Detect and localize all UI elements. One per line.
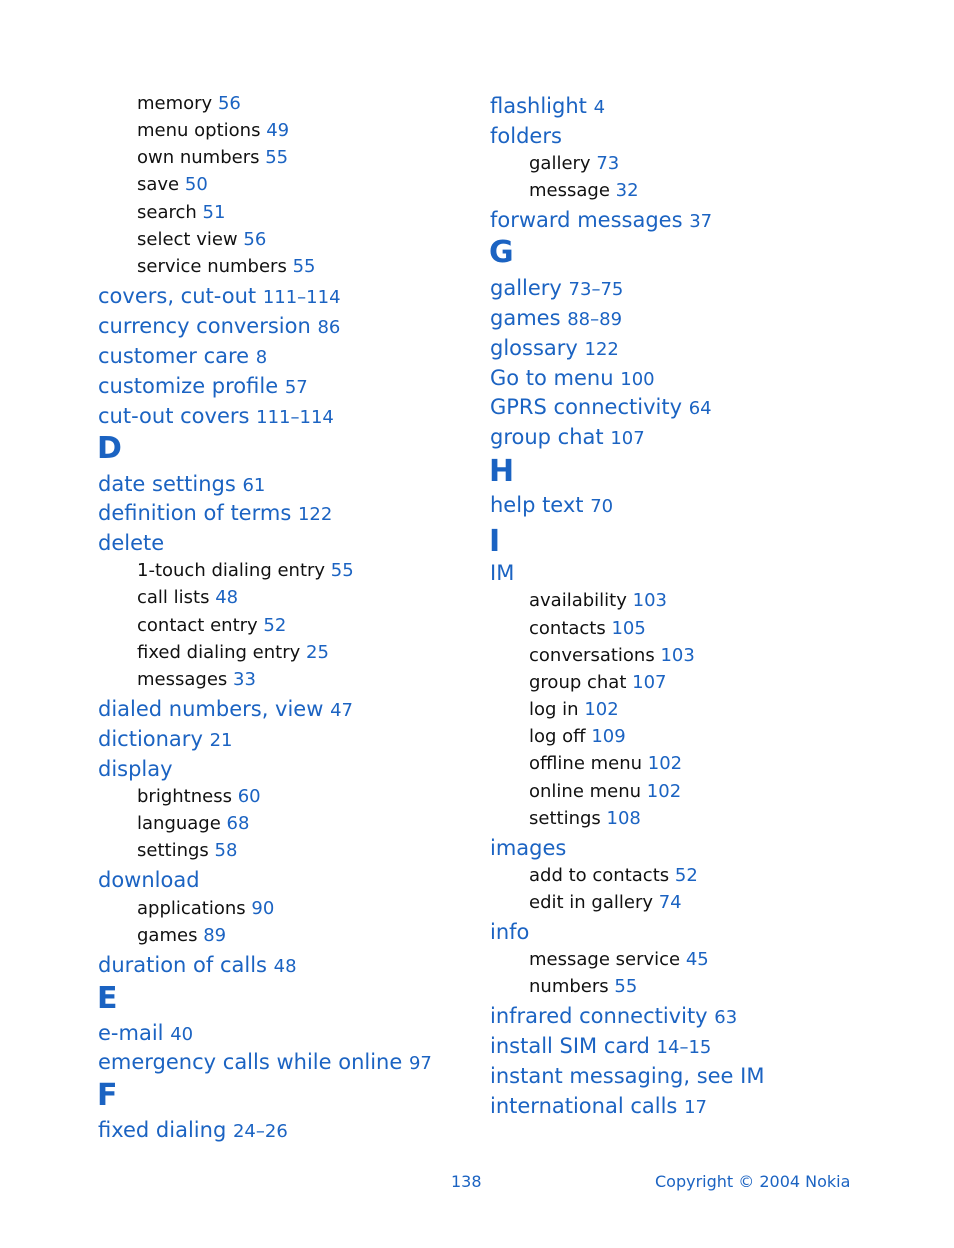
index-page-ref[interactable]: 60	[237, 786, 261, 807]
index-subentry	[137, 617, 286, 635]
index-subentry	[137, 589, 238, 607]
index-entry	[98, 474, 265, 495]
index-term: customize profile	[98, 374, 279, 398]
index-subentry	[137, 149, 288, 167]
index-entry	[98, 1052, 432, 1073]
index-page-ref[interactable]: 57	[284, 377, 308, 398]
copyright-notice: Copyright © 2004 Nokia	[655, 1172, 851, 1191]
index-subentry	[529, 783, 681, 801]
index-entry	[490, 96, 605, 117]
index-entry	[490, 922, 529, 943]
index-page-ref[interactable]: 40	[170, 1024, 194, 1045]
page-number: 138	[451, 1172, 482, 1191]
index-page-ref[interactable]: 55	[292, 256, 316, 277]
index-subentry	[137, 562, 354, 580]
index-term: settings	[137, 840, 209, 861]
index-page-ref[interactable]: 88–89	[567, 309, 623, 330]
index-entry	[98, 1023, 193, 1044]
index-entry	[490, 495, 613, 516]
index-term: add to contacts	[529, 865, 670, 886]
index-term: applications	[137, 898, 246, 919]
index-term: H	[489, 454, 515, 489]
index-term: D	[97, 431, 122, 466]
index-term: install SIM card	[490, 1034, 650, 1058]
index-page-ref[interactable]: 52	[263, 615, 287, 636]
index-term: call lists	[137, 587, 210, 608]
index-entry	[490, 427, 645, 448]
index-page-ref[interactable]: 64	[688, 398, 712, 419]
index-term: date settings	[98, 472, 236, 496]
index-page-ref[interactable]: 48	[215, 587, 239, 608]
index-section-letter	[489, 454, 515, 489]
index-term: conversations	[529, 645, 655, 666]
index-page-ref[interactable]: 8	[255, 347, 268, 368]
index-page-ref[interactable]: 102	[646, 781, 682, 802]
index-subentry	[137, 815, 249, 833]
index-term: numbers	[529, 976, 609, 997]
index-page-ref[interactable]: 4	[593, 97, 606, 118]
index-term: emergency calls while online	[98, 1050, 403, 1074]
index-entry	[490, 1006, 737, 1027]
index-term: service numbers	[137, 256, 287, 277]
index-term: fixed dialing entry	[137, 642, 301, 663]
index-term: help text	[490, 493, 584, 517]
index-subentry	[137, 842, 237, 860]
index-page-ref[interactable]: 68	[226, 813, 250, 834]
index-subentry	[529, 701, 619, 719]
index-term: log off	[529, 726, 586, 747]
index-subentry	[137, 644, 329, 662]
index-page-ref[interactable]: 49	[266, 120, 290, 141]
index-entry	[98, 759, 173, 780]
index-entry	[98, 699, 353, 720]
index-subentry	[529, 978, 637, 996]
index-term: definition of terms	[98, 501, 292, 525]
index-entry	[490, 1066, 764, 1087]
index-term: flashlight	[490, 94, 587, 118]
index-term: edit in gallery	[529, 892, 653, 913]
index-term: select view	[137, 229, 238, 250]
index-entry	[98, 955, 297, 976]
index-entry	[490, 126, 562, 147]
index-term: contact entry	[137, 615, 258, 636]
index-term: availability	[529, 590, 627, 611]
index-term: E	[97, 981, 118, 1016]
index-entry	[490, 278, 623, 299]
index-term: message	[529, 180, 610, 201]
index-term: dialed numbers, view	[98, 697, 324, 721]
index-subentry	[529, 867, 698, 885]
index-subentry	[529, 674, 667, 692]
index-subentry	[137, 176, 208, 194]
index-section-letter	[97, 981, 118, 1016]
index-section-letter	[489, 524, 501, 559]
index-term: G	[489, 235, 514, 270]
index-page-ref[interactable]: 45	[685, 949, 709, 970]
index-term: cut-out covers	[98, 404, 250, 428]
index-page-ref[interactable]: 25	[306, 642, 329, 663]
index-subentry	[137, 788, 261, 806]
index-term: forward messages	[490, 208, 683, 232]
index-page-ref[interactable]: 63	[714, 1007, 738, 1028]
index-entry	[490, 368, 655, 389]
index-page-ref[interactable]: 105	[611, 618, 646, 639]
index-term: info	[490, 920, 530, 944]
index-entry	[98, 729, 232, 750]
index-term: currency conversion	[98, 314, 311, 338]
index-term: delete	[98, 531, 165, 555]
index-entry	[98, 1120, 288, 1141]
index-page-ref[interactable]: 86	[317, 317, 341, 338]
index-page-ref[interactable]: 24–26	[232, 1121, 288, 1142]
index-term: settings	[529, 808, 601, 829]
index-section-letter	[489, 235, 514, 270]
index-page-ref[interactable]: 55	[265, 147, 289, 168]
index-entry	[98, 406, 334, 427]
index-term: games	[490, 306, 561, 330]
index-page-ref[interactable]: 102	[584, 699, 619, 720]
index-subentry	[137, 231, 266, 249]
index-subentry	[137, 927, 226, 945]
index-entry	[490, 308, 622, 329]
index-term: duration of calls	[98, 953, 267, 977]
index-page-ref[interactable]: 89	[203, 925, 227, 946]
index-term: message service	[529, 949, 681, 970]
index-page-ref[interactable]: 70	[590, 496, 614, 517]
index-page-ref[interactable]: 103	[660, 645, 695, 666]
index-subentry	[137, 900, 274, 918]
index-term: instant messaging, see IM	[490, 1064, 765, 1088]
index-subentry	[529, 810, 641, 828]
index-entry	[490, 1096, 707, 1117]
index-page-ref[interactable]: 55	[614, 976, 638, 997]
index-term: images	[490, 836, 567, 860]
index-term: messages	[137, 669, 228, 690]
index-term: download	[98, 868, 200, 892]
index-term: games	[137, 925, 198, 946]
index-page-ref[interactable]: 55	[330, 560, 354, 581]
index-page-ref[interactable]: 56	[243, 229, 267, 250]
index-term: display	[98, 757, 173, 781]
index-page-ref[interactable]: 51	[202, 202, 226, 223]
index-subentry	[529, 182, 639, 200]
index-subentry	[529, 647, 695, 665]
index-subentry	[137, 258, 315, 276]
index-page-ref[interactable]: 122	[297, 504, 333, 525]
index-term: international calls	[490, 1094, 678, 1118]
index-term: folders	[490, 124, 562, 148]
index-entry	[490, 1036, 711, 1057]
index-entry	[98, 870, 200, 891]
index-term: save	[137, 174, 180, 195]
index-page-ref[interactable]: 107	[632, 672, 667, 693]
index-entry	[98, 503, 332, 524]
index-section-letter	[97, 431, 122, 466]
index-term: offline menu	[529, 753, 643, 774]
index-entry	[490, 397, 712, 418]
index-term: log in	[529, 699, 579, 720]
index-subentry	[529, 951, 709, 969]
index-term: covers, cut-out	[98, 284, 257, 308]
index-page-ref[interactable]: 107	[610, 428, 645, 449]
index-term: menu options	[137, 120, 261, 141]
index-term: glossary	[490, 336, 578, 360]
index-page-ref[interactable]: 32	[615, 180, 639, 201]
index-entry	[98, 316, 340, 337]
index-page-ref[interactable]: 90	[251, 898, 275, 919]
index-term: group chat	[490, 425, 604, 449]
index-term: 1-touch dialing entry	[137, 560, 326, 581]
index-page-ref[interactable]: 73	[596, 153, 620, 174]
index-term: e-mail	[98, 1021, 164, 1045]
index-page-ref[interactable]: 111–114	[256, 407, 334, 428]
index-section-letter	[97, 1078, 118, 1113]
index-page-ref[interactable]: 37	[689, 211, 713, 232]
index-page-ref[interactable]: 52	[674, 865, 698, 886]
index-page-ref[interactable]: 108	[606, 808, 641, 829]
index-subentry	[137, 204, 225, 222]
index-page-ref[interactable]: 33	[233, 669, 256, 690]
index-term: infrared connectivity	[490, 1004, 708, 1028]
index-page-ref[interactable]: 61	[242, 475, 266, 496]
index-term: search	[137, 202, 197, 223]
index-subentry	[529, 155, 619, 173]
index-page-ref[interactable]: 14–15	[656, 1037, 712, 1058]
index-page-ref[interactable]: 56	[217, 93, 241, 114]
index-term: F	[97, 1078, 118, 1113]
index-entry	[98, 533, 164, 554]
index-subentry	[529, 755, 682, 773]
index-term: brightness	[137, 786, 232, 807]
index-page-ref[interactable]: 47	[330, 700, 353, 721]
index-term: GPRS connectivity	[490, 395, 683, 419]
index-term: online menu	[529, 781, 642, 802]
index-term: gallery	[529, 153, 591, 174]
index-page-ref[interactable]: 58	[214, 840, 238, 861]
index-page-ref[interactable]: 17	[684, 1097, 707, 1118]
index-term: IM	[490, 561, 515, 585]
index-term: I	[489, 524, 501, 559]
index-term: contacts	[529, 618, 606, 639]
index-subentry	[529, 728, 626, 746]
index-page-ref[interactable]: 122	[584, 339, 619, 360]
index-subentry	[529, 894, 682, 912]
index-term: group chat	[529, 672, 627, 693]
index-page-ref[interactable]: 74	[658, 892, 682, 913]
index-entry	[98, 376, 308, 397]
index-page-ref[interactable]: 100	[620, 369, 655, 390]
index-term: fixed dialing	[98, 1118, 227, 1142]
index-subentry	[529, 592, 667, 610]
index-page-ref[interactable]: 97	[408, 1053, 432, 1074]
index-term: gallery	[490, 276, 562, 300]
index-page-ref[interactable]: 111–114	[262, 287, 341, 308]
index-term: memory	[137, 93, 213, 114]
index-subentry	[137, 122, 289, 140]
index-term: own numbers	[137, 147, 260, 168]
index-term: language	[137, 813, 221, 834]
index-term: Go to menu	[490, 366, 614, 390]
index-page-ref[interactable]: 48	[273, 956, 297, 977]
index-term: customer care	[98, 344, 250, 368]
index-subentry	[529, 620, 646, 638]
index-entry	[98, 346, 267, 367]
index-page-ref[interactable]: 103	[632, 590, 667, 611]
index-entry	[490, 563, 514, 584]
index-page-ref[interactable]: 21	[209, 730, 233, 751]
index-page-ref[interactable]: 102	[647, 753, 683, 774]
index-page-ref[interactable]: 73–75	[568, 279, 624, 300]
index-entry	[490, 838, 566, 859]
index-entry	[490, 338, 619, 359]
index-term: dictionary	[98, 727, 203, 751]
index-page-ref[interactable]: 109	[591, 726, 626, 747]
index-entry	[490, 210, 712, 231]
index-subentry	[137, 671, 256, 689]
index-entry	[98, 286, 341, 307]
index-page-ref[interactable]: 50	[184, 174, 208, 195]
index-subentry	[137, 95, 241, 113]
